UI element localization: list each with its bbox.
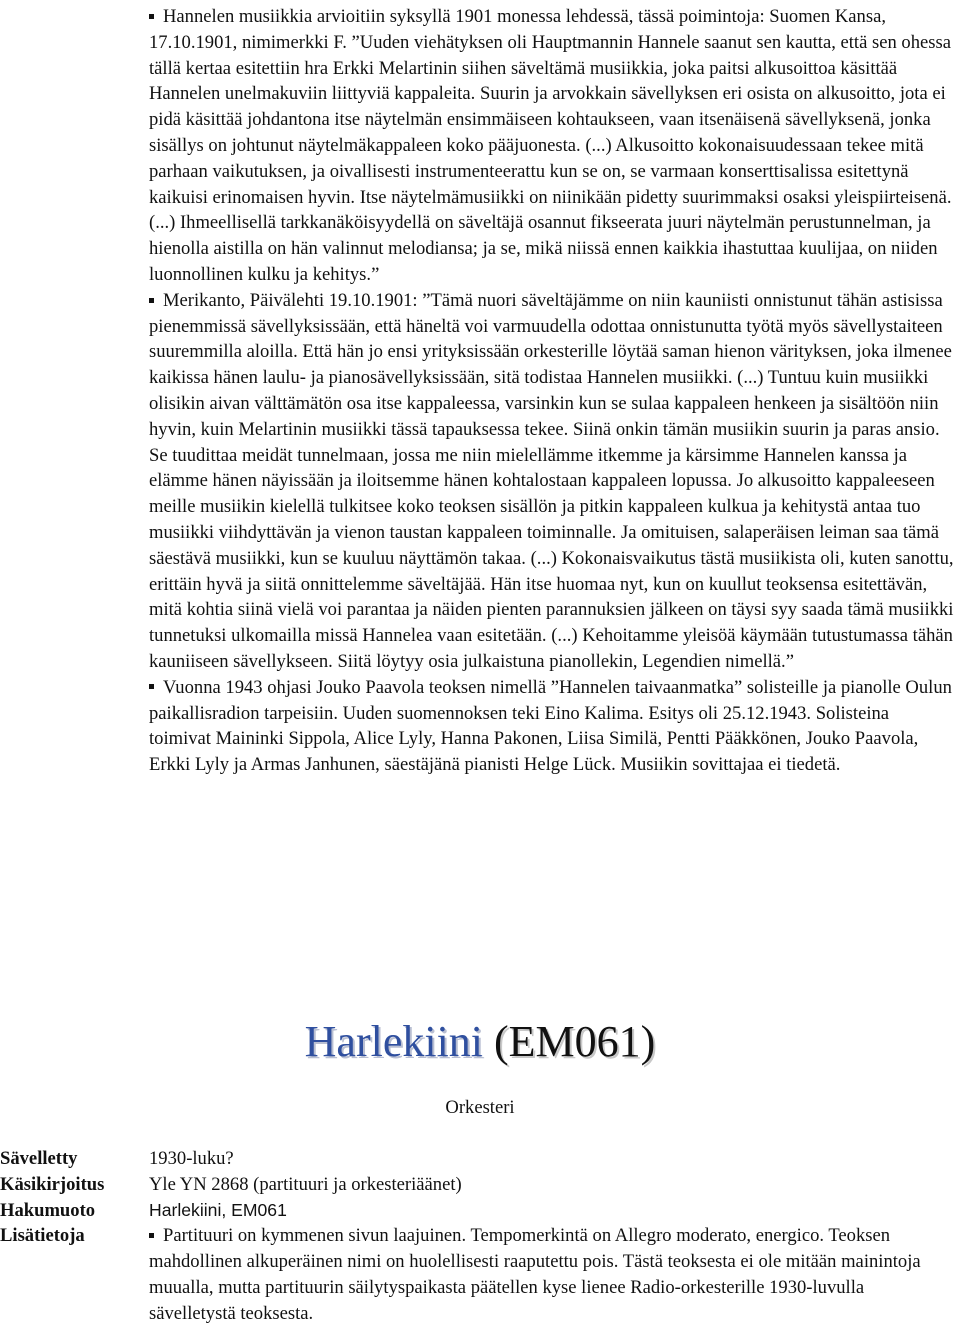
work-metadata [0,1146,960,1327]
review-paivalehti [149,288,955,675]
metadata-label: Hakumuoto [0,1199,96,1221]
work-title-code: (EM061) [494,1017,656,1066]
metadata-value [149,1223,955,1326]
work-title [0,1014,960,1070]
notes-text: Partituuri on kymmenen sivun laajuinen. Tempomerkintä on Allegro moderato, energico. Teoksen mahdollinen alkuperäinen nimi on huolellisesti raaputettu pois. Tästä teoksesta ei ole mitään mainintoja muualla, mutta partituurin säilytyspaikasta päätellen kyse lienee Radio-orkesterille 1930-luvulla sävelletystä teoksesta. [149,1225,921,1324]
work-subtitle: Orkesteri [445,1097,515,1118]
metadata-value: Harlekiini, EM061 [149,1199,287,1220]
metadata-value: Yle YN 2868 (partituuri ja orkesteriäänet) [149,1173,462,1195]
metadata-label: Lisätietoja [0,1225,85,1247]
metadata-label: Käsikirjoitus [0,1173,105,1195]
metadata-value: 1930-luku? [149,1148,234,1169]
note-text: Vuonna 1943 ohjasi Jouko Paavola teoksen nimellä ”Hannelen taivaanmatka” solisteille ja pianolle Oulun paikallisradion tarpeisiin. Uuden suomennoksen teki Eino Kalima. Esitys oli 25.12.1943. Solisteina toimivat Maininki Sippola, Alice Lyly, Hanna Pakonen, Liisa Similä, Pentti Pääkkönen, Jouko Paavola, Erkki Lyly ja Armas Janhunen, säestäjänä pianisti Helge Lück. Musiikin sovittajaa ei tiedetä. [149,676,952,776]
review-text: Hannelen musiikkia arvioitiin syksyllä 1901 monessa lehdessä, tässä poimintoja: Suomen Kansa, 17.10.1901, nimimerkki F. ”Uuden viehätyksen oli Hauptmannin Hannele saanut sen kautta, että sen ohessa tällä kertaa esitettiin hra Erkki Melartinin siihen säveltämä musiikkia, joka paitsi alkusoittoa käsittää Hannelen unelmakuviin liittyviä kappaleita. Suurin ja arvokkain sävellyksen eri osista on alkusoitto, jota ei pidä käsittää johdantona itse näytelmän ensimmäiseen kohtaukseen, vaan itsenäisenä sävellyksenä, jonka sisällys on johtunut näytelmäkappaleen koko pääjuonesta. (...) Alkusoitto kokonaisuudessaan tekee mitä parhaan vaikutuksen, ja oivallisesti instrumenteerattu kun se on, se varmaan konserttisalissa esitettynä kaikuisi erinomaisen hyvin. Itse näytelmämusiikki on niinikään pidetty suurimmaksi osaksi yleispiirteisenä. (...) Ihmeellisellä tarkkanäköisyydellä on säveltäjä osannut fikseerata juuri näytelmän perustunnelman, ja hienolla aistilla on hän valinnut melodiansa; ja se, mikä niissä ennen kaikkia ihastuttaa kuulijaa, on niiden luonnollinen kulku ja kehitys.” [149,6,952,285]
reviews-section [149,0,955,778]
metadata-row-manuscript [0,1172,960,1198]
review-suomen-kansa [149,4,955,288]
bullet-icon [149,1233,154,1238]
review-text: Merikanto, Päivälehti 19.10.1901: ”Tämä nuori säveltäjämme on niin kauniisti onnistunut tähän astisissa pienemmissä sävellyksissään, että häneltä voi varmuudella odottaa onnistunutta työtä myös sävellystaiteen suuremmilla aloilla. Että hän jo ensi yrityksissään orkesterille löytää saman hienon värityksen, joka ilmenee kaikissa hänen laulu- ja pianosävellyksissään, sitä todistaa Hannelen musiikki. (...) Tuntuu kuin musiikki olisikin aivan välttämätön osa itse kappaleessa, varsinkin kun se sulaa kappaleen henkeen ja sisältöön niin hyvin, kuin Melartinin musiikki tässä tapauksessa tekee. Siinä onkin tämän musiikin suurin ja paras ansio. Se tuudittaa meidät tunnelmaan, jossa me niin mielellämme itkemme ja kärsimme Hannelen kanssa ja elämme hänen näyissään ja iloitsemme hänen kohtalostaan kappaleen lopussa. Jo alkusoitto kappaleeseen meille musiikin kielellä tulkitsee koko teoksen sisällön ja pitkin kappaleen kulkua ja kehitystä antaa tuo musiikki viihdyttävän ja vienon taustan kappaleen toiminnalle. Ja omituisen, salaperäisen leiman saa tämä säestävä musiikki, kun se kuuluu näyttämön takaa. (...) Kokonaisvaikutus tästä musiikista oli, kuten sanottu, erittäin hyvä ja siitä onnittelemme säveltäjää. Hän itse huomaa nyt, kun on kuullut teoksensa esitettävän, mitä kohtia siinä vielä voi parantaa ja näiden pienten parannuksien jälkeen on täysi syy saada tämä musiikki tunnetuksi ulkomailla missä Hannelea vaan esitetään. (...) Kehoitamme yleisöä käymään tutustumassa tähän kauniiseen sävellykseen. Siitä löytyy osia julkaistuna pianollekin, Legendien nimellä.” [149,289,954,672]
metadata-row-notes [0,1223,960,1326]
bullet-icon [149,684,154,689]
metadata-row-search-form [0,1198,960,1224]
metadata-row-composed [0,1146,960,1172]
bullet-icon [149,14,154,19]
metadata-label: Sävelletty [0,1148,78,1169]
note-1943-radio [149,675,955,778]
bullet-icon [149,298,154,303]
work-title-name: Harlekiini [304,1017,484,1066]
